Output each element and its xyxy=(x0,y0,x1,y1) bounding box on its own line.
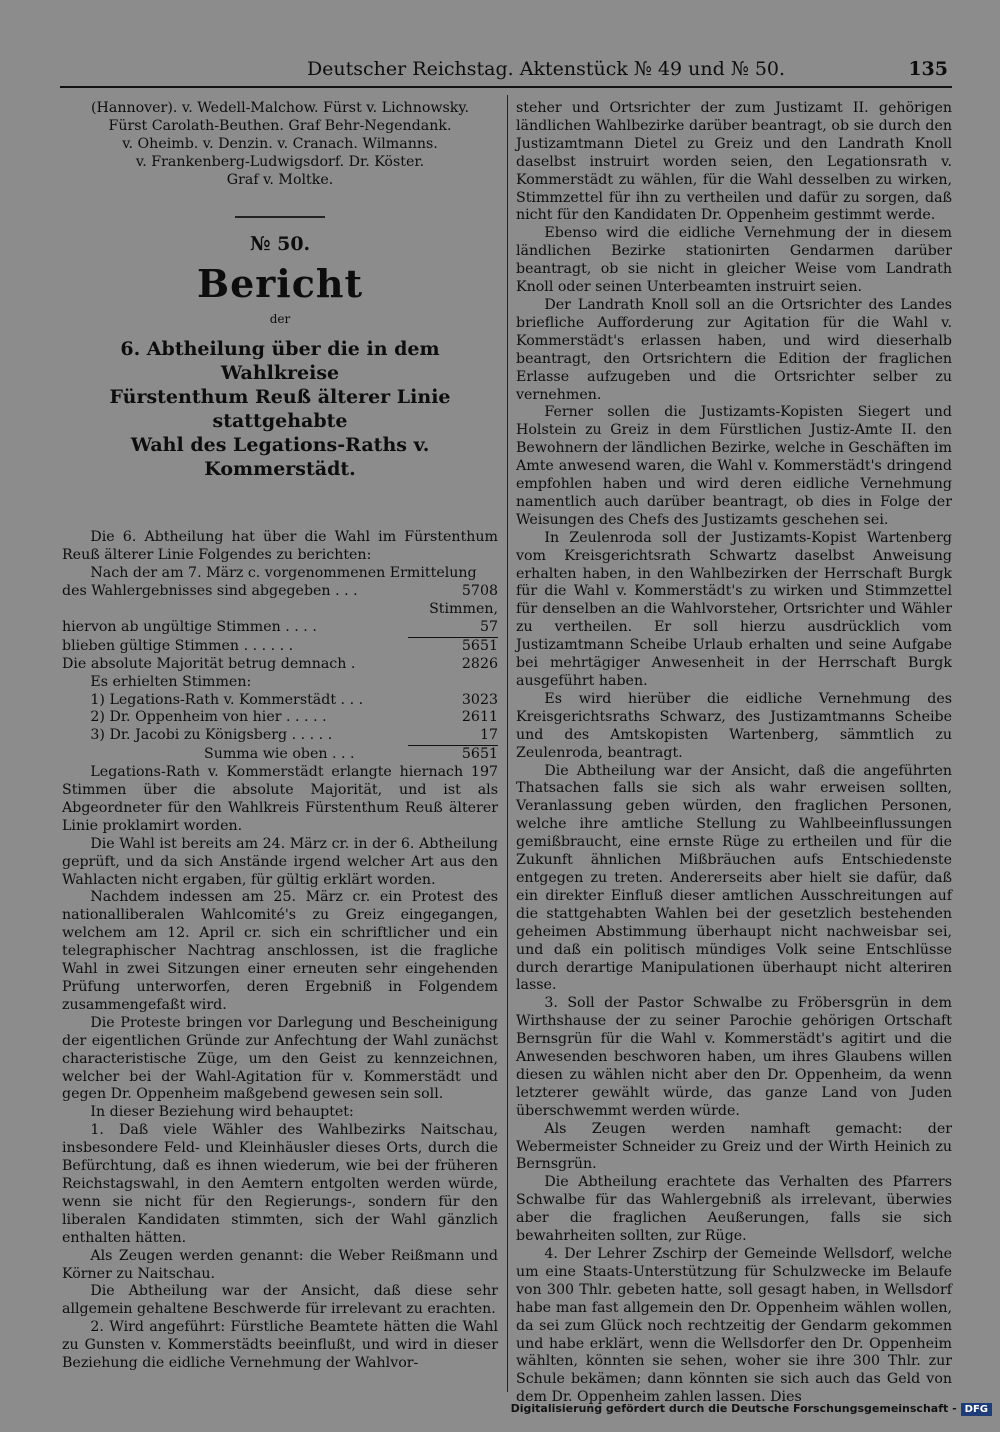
report-der: der xyxy=(269,312,291,327)
member-line: v. Frankenberg-Ludwigsdorf. Dr. Köster. xyxy=(135,153,425,170)
paragraph: Als Zeugen werden namhaft gemacht: der Webermeister Schneider zu Greiz und der Wirth Heinich zu Bernsgrün. xyxy=(516,1120,952,1173)
paragraph: 3. Soll der Pastor Schwalbe zu Fröbersgrün in dem Wirthshause der zu seiner Parochie gehörigen Ortschaft Bernsgrün für die Wahl v. Kommerstädt's agitirt und die Anwesenden beschworen haben, um ihres Glaubens willen diesen zu wählen nicht aber den Dr. Oppenheim, da wenn letzterer gewählt würde, das ganze Land von Juden überschwemmt werden würde. xyxy=(516,995,952,1119)
page-number: 135 xyxy=(908,58,948,80)
paragraph: 2. Wird angeführt: Fürstliche Beamtete hätten die Wahl zu Gunsten v. Kommerstädts beeinflußt, und wird in dieser Beziehung die eidliche Vernehmung der Wahlvor- xyxy=(62,1319,498,1372)
paragraph: Es wird hierüber die eidliche Vernehmung des Kreisgerichtsraths Schwarz, des Justizamtmanns Scheibe und des Amtskopisten Wartenberg, sämmtlich zu Zeulenroda, beantragt. xyxy=(516,690,952,761)
paragraph: Die Proteste bringen vor Darlegung und Bescheinigung der eigentlichen Gründe zur Anfechtung der Wahl zunächst characteristische Züge, um den Geist zu kennzeichnen, welcher bei der Wahl-Agitation für v. Kommerstädt und gegen Dr. Oppenheim maßgebend gewesen sein soll. xyxy=(62,1014,498,1103)
tally-row xyxy=(62,619,498,638)
section-divider xyxy=(235,216,325,218)
tally-row xyxy=(62,638,498,656)
paragraph: Nach der am 7. März c. vorgenommenen Ermittelung xyxy=(90,565,477,582)
paragraph: 4. Der Lehrer Zschirp der Gemeinde Wellsdorf, welche um eine Staats-Unterstützung für Schulzwecke im Belaufe von 300 Thlr. gebeten hatte, soll gesagt haben, in Wellsdorf habe man fast allgemein den Dr. Oppenheim wählen wollen, da sei zum Glück noch rechtzeitig der Gendarm gekommen und habe erklärt, wenn die Wellsdorfer den Dr. Oppenheim wählten, könnten sie sehen, woher sie ihre 300 Thlr. zur Schule bekämen; dann könnten sie sich auch das Geld von dem Dr. Oppenheim zahlen lassen. Dies xyxy=(516,1246,952,1406)
sum-label: Summa wie oben . . . xyxy=(204,746,355,763)
vote-label: 3) Dr. Jacobi zu Königsberg . . . . . xyxy=(90,727,333,744)
subheading-line: Fürstenthum Reuß älterer Linie stattgehabte xyxy=(109,386,451,433)
vote-label: 2) Dr. Oppenheim von hier . . . . . xyxy=(90,709,327,726)
tally-label: des Wahlergebnisses sind abgegeben . . . xyxy=(62,583,358,600)
paragraph: Die 6. Abtheilung hat über die Wahl im Fürstenthum Reuß älterer Linie Folgendes zu berichten: xyxy=(62,529,498,564)
vote-row xyxy=(62,692,498,710)
paragraph: Ferner sollen die Justizamts-Kopisten Siegert und Holstein zu Greiz in dem Fürstlichen Justiz-Amte II. den Bewohnern der ländlichen Bezirke, welche in Geschäften im Amte anwesend waren, die Wahl v. Kommerstädt's dringend empfohlen haben und wird deren eidliche Vernehmung namentlich auch darüber beantragt, ob dies in Folge der Weisungen des Chefs des Justizamts geschehen sei. xyxy=(516,404,952,528)
document-number: № 50. xyxy=(249,232,311,255)
paragraph: steher und Ortsrichter der zum Justizamt II. gehörigen ländlichen Wahlbezirke darüber beantragt, ob sie durch den Justizamtmann Dietel zu Greiz und den Landrath Knoll daselbst instruirt worden seien, den Legationsrath v. Kommerstädt zu wählen, für die Wahl desselben zu wirken, Stimmzettel für ihn zu vertheilen und dafür zu sorgen, daß nicht für den Kandidaten Dr. Oppenheim gestimmt werde. xyxy=(516,100,952,224)
paragraph: Ebenso wird die eidliche Vernehmung der in diesem ländlichen Bezirke stationirten Gendarmen darüber beantragt, ob sie nicht in gleicher Weise vom Landrath Knoll oder seinen Unterbeamten instruirt seien. xyxy=(516,225,952,296)
right-column xyxy=(516,100,952,1407)
tally-label: Die absolute Majorität betrug demnach . xyxy=(62,655,356,672)
report-title: Bericht xyxy=(196,261,364,307)
tally-value: 57 xyxy=(408,619,498,638)
paragraph: In Zeulenroda soll der Justizamts-Kopist Wartenberg vom Kreisgerichtsrath Schwartz daselbst Anweisung erhalten haben, in den Wahlbezirken der Herrschaft Burgk für die Wahl v. Kommerstädt's zu wirken und Stimmzettel für denselben an die Wahlvorsteher, Ortsrichter und Wähler zu vertheilen. Er soll hierzu ausdrücklich vom Justizamtmann Scheibe Urlaub erhalten und seine Aufgabe bei mehrtägiger Anwesenheit in der Herrschaft Burgk ausgeführt haben. xyxy=(516,529,952,689)
left-column xyxy=(62,100,498,1373)
running-header xyxy=(60,56,952,88)
vote-value: 2611 xyxy=(461,709,498,726)
paragraph: Nachdem indessen am 25. März cr. ein Protest des nationalliberalen Wahlcomité's zu Greiz eingegangen, welchem am 12. April cr. sich ein schriftlicher und ein telegraphischer Nachtrag anschlossen, ist die fragliche Wahl in zwei Sitzungen einer erneuten sehr eingehenden Prüfung unterworfen, deren Ergebniß in Folgendem zusammengefaßt wird. xyxy=(62,889,498,1013)
dfg-logo: DFG xyxy=(961,1403,992,1416)
vote-label: 1) Legations-Rath v. Kommerstädt . . . xyxy=(90,691,364,708)
paragraph: Der Landrath Knoll soll an die Ortsrichter des Landes briefliche Aufforderung zur Agitation für die Wahl v. Kommerstädt's erlassen haben, und wird dieserhalb beantragt, den Ortsrichtern die Edition der fraglichen Erlasse aufzugeben und die Ortsrichter selber zu vernehmen. xyxy=(516,296,952,403)
paragraph: Die Abtheilung erachtete das Verhalten des Pfarrers Schwalbe für das Wahlergebniß als irrelevant, überwies aber die fraglichen Aeußerungen, falls sie sich bewahrheiten sollten, zur Rüge. xyxy=(516,1174,952,1245)
tally-label: hiervon ab ungültige Stimmen . . . . xyxy=(62,618,317,635)
header-title: Deutscher Reichstag. Aktenstück № 49 und № 50. xyxy=(306,58,786,80)
vote-value: 17 xyxy=(408,727,498,746)
vote-row xyxy=(62,727,498,746)
tally-value: 5651 xyxy=(461,637,498,654)
digitization-footer xyxy=(0,1402,1000,1416)
vote-value: 3023 xyxy=(461,691,498,708)
tally-label: blieben gültige Stimmen . . . . . . xyxy=(62,637,294,654)
column-divider xyxy=(507,95,508,1392)
sum-value: 5651 xyxy=(461,746,498,763)
member-line: (Hannover). v. Wedell-Malchow. Fürst v. Lichnowsky. xyxy=(90,100,470,116)
paragraph: Als Zeugen werden genannt: die Weber Reißmann und Körner zu Naitschau. xyxy=(62,1247,498,1282)
member-line: Fürst Carolath-Beuthen. Graf Behr-Negendank. xyxy=(108,117,452,134)
member-line: Graf v. Moltke. xyxy=(226,171,334,188)
tally-value: 5708 Stimmen, xyxy=(429,583,498,617)
tally-row xyxy=(62,656,498,674)
tally-value: 2826 xyxy=(461,655,498,672)
vote-row xyxy=(62,709,498,727)
subheading-line: 6. Abtheilung über die in dem Wahlkreise xyxy=(120,338,440,385)
paragraph: Die Wahl ist bereits am 24. März cr. in der 6. Abtheilung geprüft, und da sich Anstände irgend welcher Art aus den Wahlacten nicht ergaben, für gültig erklärt worden. xyxy=(62,835,498,888)
paragraph: Legations-Rath v. Kommerstädt erlangte hiernach 197 Stimmen über die absolute Majorität, und ist als Abgeordneter für den Wahlkreis Fürstenthum Reuß älterer Linie proklamirt worden. xyxy=(62,764,498,834)
footer-text: Digitalisierung gefördert durch die Deutsche Forschungsgemeinschaft - xyxy=(510,1402,957,1415)
report-subheading xyxy=(62,337,498,481)
sum-row xyxy=(62,746,498,764)
paragraph: Die Abtheilung war der Ansicht, daß diese sehr allgemein gehaltene Beschwerde für irrelevant zu erachten. xyxy=(62,1283,498,1318)
paragraph: In dieser Beziehung wird behauptet: xyxy=(90,1104,354,1121)
member-line: v. Oheimb. v. Denzin. v. Cranach. Wilmanns. xyxy=(122,135,438,152)
paragraph: 1. Daß viele Wähler des Wahlbezirks Naitschau, insbesondere Feld- und Kleinhäusler dieses Orts, durch die Befürchtung, daß es ihnen wiederum, wie bei der früheren Reichstagswahl, in den Aemtern entgolten werden würde, wenn sie nicht für den Regierungs-, sondern für den liberalen Kandidaten stimmten, sich der Wahl gänzlich enthalten hätten. xyxy=(62,1122,498,1246)
subheading-line: Wahl des Legations-Raths v. Kommerstädt. xyxy=(130,434,430,481)
tally-row xyxy=(62,583,498,619)
paragraph: Die Abtheilung war der Ansicht, daß die angeführten Thatsachen falls sie sich als wahr erweisen sollten, Veranlassung geben würden, den fraglichen Personen, welche ihre amtliche Stellung zu Wahlbeeinflussungen gemißbraucht, eine ernste Rüge zu ertheilen und für die Zukunft ähnlichen Mißbräuchen aufs Entschiedenste entgegen zu treten. Andererseits aber hielt sie dafür, daß ein direkter Einfluß dieser amtlichen Ausschreitungen auf die stattgehabten Wahlen bei der gesetzlich bestehenden geheimen Abstimmung überhaupt nicht nachweisbar sei, und daß ein politisch mündiges Volk seine Entschlüsse durch derartige Manipulationen überhaupt nicht alteriren lasse. xyxy=(516,762,952,994)
paragraph: Es erhielten Stimmen: xyxy=(90,673,252,690)
